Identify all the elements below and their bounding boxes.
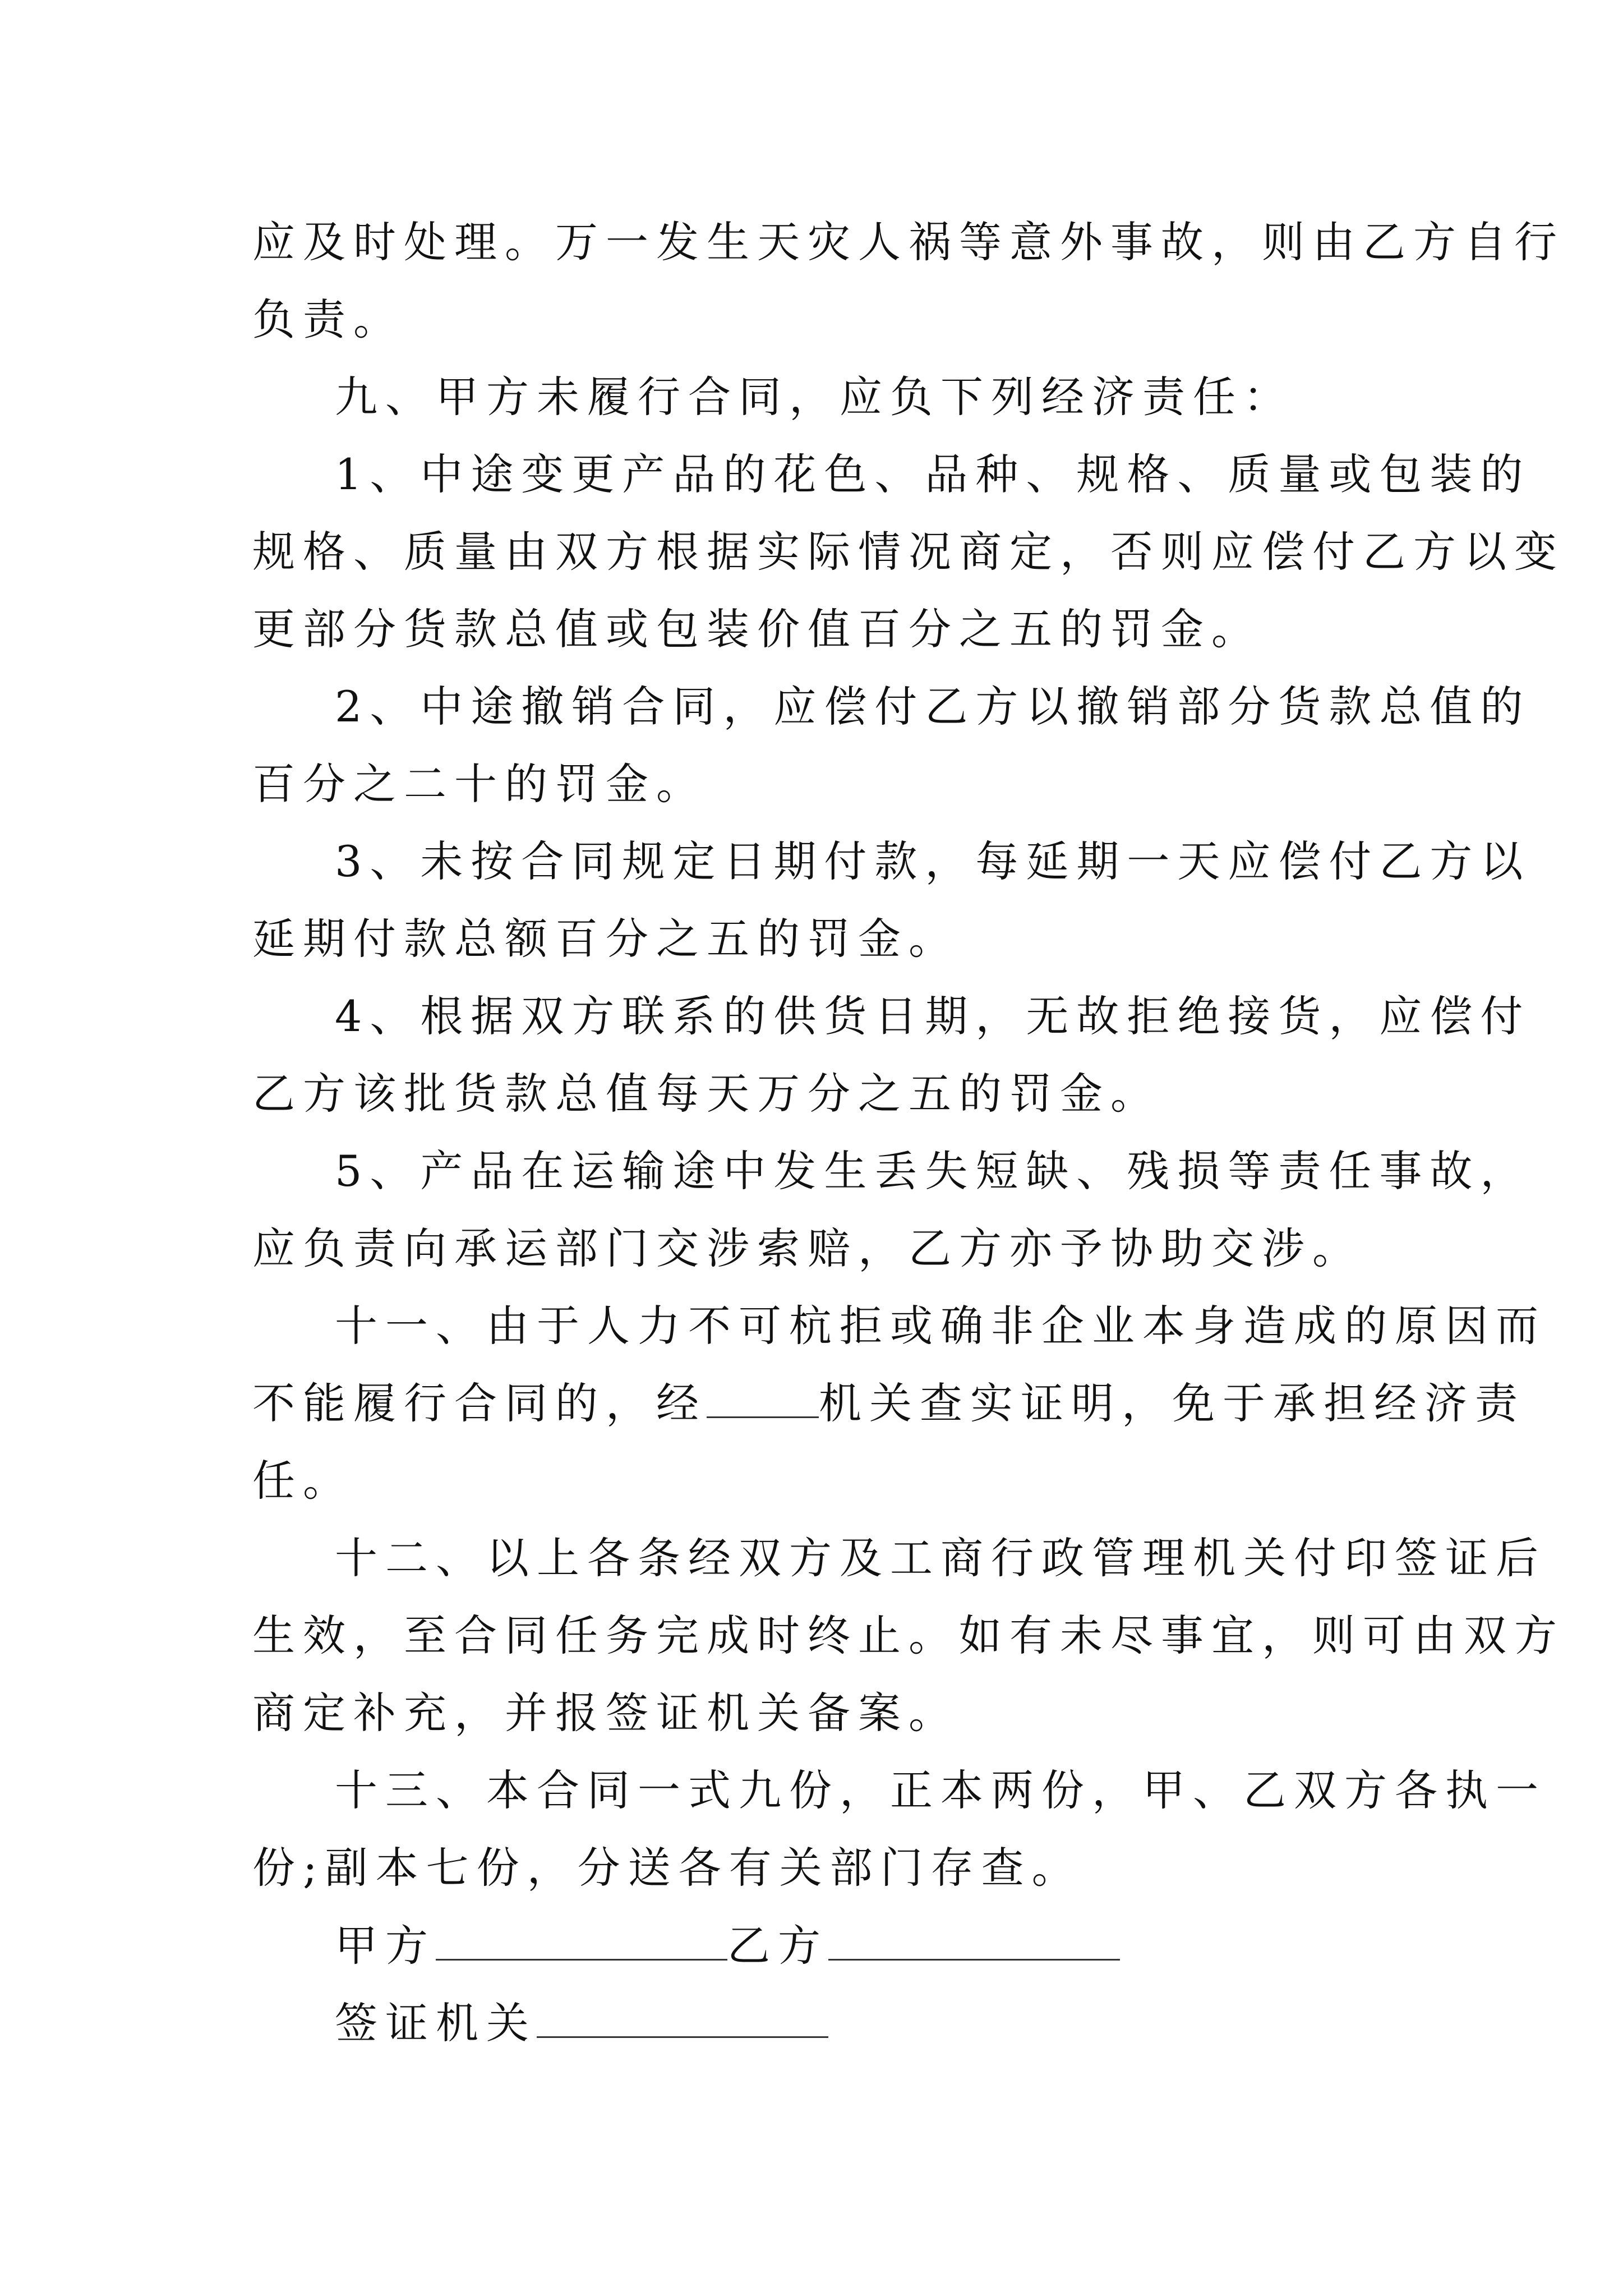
clause-heading: 十二、以上各条经双方及工商行政管理机关付印签证后 xyxy=(335,1533,1546,1583)
text-line: 3、未按合同规定日期付款，每延期一天应偿付乙方以 xyxy=(335,836,1531,886)
text-line: 乙方该批货款总值每天万分之五的罚金。 xyxy=(252,1069,1161,1119)
text-line: 2、中途撤销合同，应偿付乙方以撤销部分货款总值的 xyxy=(335,682,1531,731)
clause-heading: 九、甲方未履行合同，应负下列经济责任： xyxy=(335,372,1294,422)
text-line: 商定补充，并报签证机关备案。 xyxy=(252,1688,959,1738)
party-b-signature-line xyxy=(828,1924,1120,1961)
text-line: 份;副本七份，分送各有关部门存查。 xyxy=(252,1843,1082,1893)
authority-label: 签证机关 xyxy=(335,1998,537,2048)
text-line: 延期付款总额百分之五的罚金。 xyxy=(252,914,959,964)
clause-heading: 十三、本合同一式九份，正本两份，甲、乙双方各执一 xyxy=(335,1765,1546,1815)
fill-in-blank xyxy=(707,1383,819,1418)
text-segment: 机关查实证明，免于承担经济责 xyxy=(819,1378,1525,1428)
party-a-label: 甲方 xyxy=(335,1921,436,1971)
authority-signature-line xyxy=(537,2001,828,2038)
party-a-signature-line xyxy=(436,1924,727,1961)
party-b-label: 乙方 xyxy=(727,1921,828,1971)
text-line: 4、根据双方联系的供货日期，无故拒绝接货，应偿付 xyxy=(335,991,1531,1041)
text-line: 负责。 xyxy=(252,295,404,344)
signature-row-parties xyxy=(335,1921,1120,1971)
text-line: 1、中途变更产品的花色、品种、规格、质量或包装的 xyxy=(335,449,1531,499)
text-line: 更部分货款总值或包装价值百分之五的罚金。 xyxy=(252,604,1262,654)
text-line xyxy=(252,1378,1525,1428)
text-line: 应及时处理。万一发生天灾人祸等意外事故，则由乙方自行 xyxy=(252,217,1565,267)
text-segment: 不能履行合同的，经 xyxy=(252,1378,707,1428)
text-line: 百分之二十的罚金。 xyxy=(252,759,707,809)
text-line: 应负责向承运部门交涉索赔，乙方亦予协助交涉。 xyxy=(252,1223,1363,1273)
signature-row-authority xyxy=(335,1998,828,2048)
text-line: 5、产品在运输途中发生丢失短缺、残损等责任事故， xyxy=(335,1146,1531,1196)
text-line: 生效，至合同任务完成时终止。如有未尽事宜，则可由双方 xyxy=(252,1611,1565,1660)
clause-heading: 十一、由于人力不可杭拒或确非企业本身造成的原因而 xyxy=(335,1301,1546,1351)
text-line: 规格、质量由双方根据实际情况商定，否则应偿付乙方以变 xyxy=(252,527,1565,577)
text-line: 任。 xyxy=(252,1456,353,1506)
